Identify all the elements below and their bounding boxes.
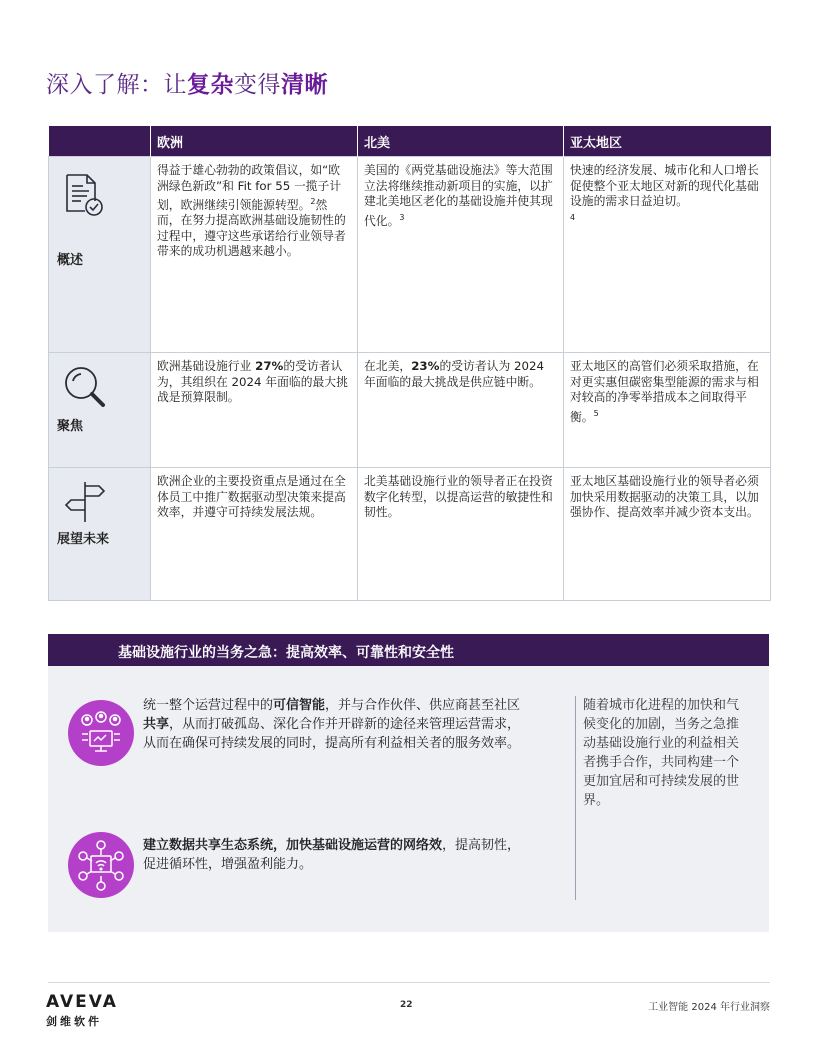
table-row	[49, 468, 771, 601]
table-row	[49, 157, 771, 353]
cell-focus-europe: 欧洲基础设施行业 27%的受访者认为，其组织在 2024 年面临的最大挑战是预算限制。	[151, 353, 358, 468]
panel-text-data-ecosystem: 建立数据共享生态系统，加快基础设施运营的网络效，提高韧性，促进循环性，增强盈利能力。	[143, 838, 521, 872]
row-label-overview: 概述	[57, 253, 84, 268]
header-corner	[49, 126, 151, 157]
table-header-row	[49, 126, 771, 157]
page-number: 22	[400, 1000, 413, 1010]
row-label-outlook: 展望未来	[57, 532, 110, 547]
cell-overview-apac: 快速的经济发展、城市化和人口增长促使整个亚太地区对新的现代化基础设施的需求日益迫切。 $^4$	[564, 157, 771, 353]
cell-outlook-north-america: 北美基础设施行业的领导者正在投资数字化转型，以提高运营的敏捷性和韧性。	[358, 468, 564, 601]
magnifier-icon	[61, 363, 109, 416]
cell-outlook-apac: 亚太地区基础设施行业的领导者必须加快采用数据驱动的决策工具，以加强协作、提高效率并减少资本支出。	[564, 468, 771, 601]
page-title: 深入了解：让复杂变得清晰	[46, 72, 328, 98]
aveva-logo	[46, 992, 118, 1029]
logo-wordmark: AVEVA	[46, 992, 118, 1012]
cell-overview-europe: 得益于雄心勃勃的政策倡议，如“欧洲绿色新政”和 Fit for 55 一揽子计划，欧洲继续引领能源转型。$^2$然而，在努力提高欧洲基础设施韧性的过程中，遵守这些承诺给行业领导者带来的成功机遇越来越小。	[151, 157, 358, 353]
signpost-icon	[61, 478, 109, 531]
document-check-icon	[61, 171, 107, 222]
row-header-outlook	[49, 468, 151, 601]
panel-side-note: 随着城市化进程的加快和气候变化的加剧，当务之急推动基础设施行业的利益相关者携手合作，共同构建一个更加宜居和可持续发展的世界。	[583, 698, 740, 808]
panel-divider	[575, 696, 576, 900]
footer-report-title: 工业智能 2024 年行业洞察	[648, 1002, 770, 1013]
region-comparison-table	[48, 126, 771, 601]
cell-focus-apac: 亚太地区的高管们必须采取措施，在对更实惠但碳密集型能源的需求与相对较高的净零举措成本之间取得平衡。$^5$	[564, 353, 771, 468]
cell-overview-north-america: 美国的《两党基础设施法》等大范围立法将继续推动新项目的实施，以扩建北美地区老化的基础设施并使其现代化。$^3$	[358, 157, 564, 353]
imperative-banner: 基础设施行业的当务之急：提高效率、可靠性和安全性	[48, 634, 769, 666]
cell-focus-north-america: 在北美，23%的受访者认为 2024 年面临的最大挑战是供应链中断。	[358, 353, 564, 468]
header-north-america: 北美	[358, 126, 564, 157]
row-header-focus	[49, 353, 151, 468]
footer-divider	[48, 982, 770, 983]
cell-outlook-europe: 欧洲企业的主要投资重点是通过在全体员工中推广数据驱动型决策来提高效率，并遵守可持续发展法规。	[151, 468, 358, 601]
row-header-overview	[49, 157, 151, 353]
header-apac: 亚太地区	[564, 126, 771, 157]
panel-text-trusted-intelligence: 统一整个运营过程中的可信智能，并与合作伙伴、供应商甚至社区共享，从而打破孤岛、深化合作并开辟新的途径来管理运营需求，从而在确保可持续发展的同时，提高所有利益相关者的服务效率。	[143, 698, 521, 751]
table-row	[49, 353, 771, 468]
header-europe: 欧洲	[151, 126, 358, 157]
logo-subtitle: 剑维软件	[46, 1015, 102, 1028]
row-label-focus: 聚焦	[57, 419, 84, 434]
network-hub-icon	[68, 832, 134, 898]
connected-people-icon	[68, 700, 134, 766]
